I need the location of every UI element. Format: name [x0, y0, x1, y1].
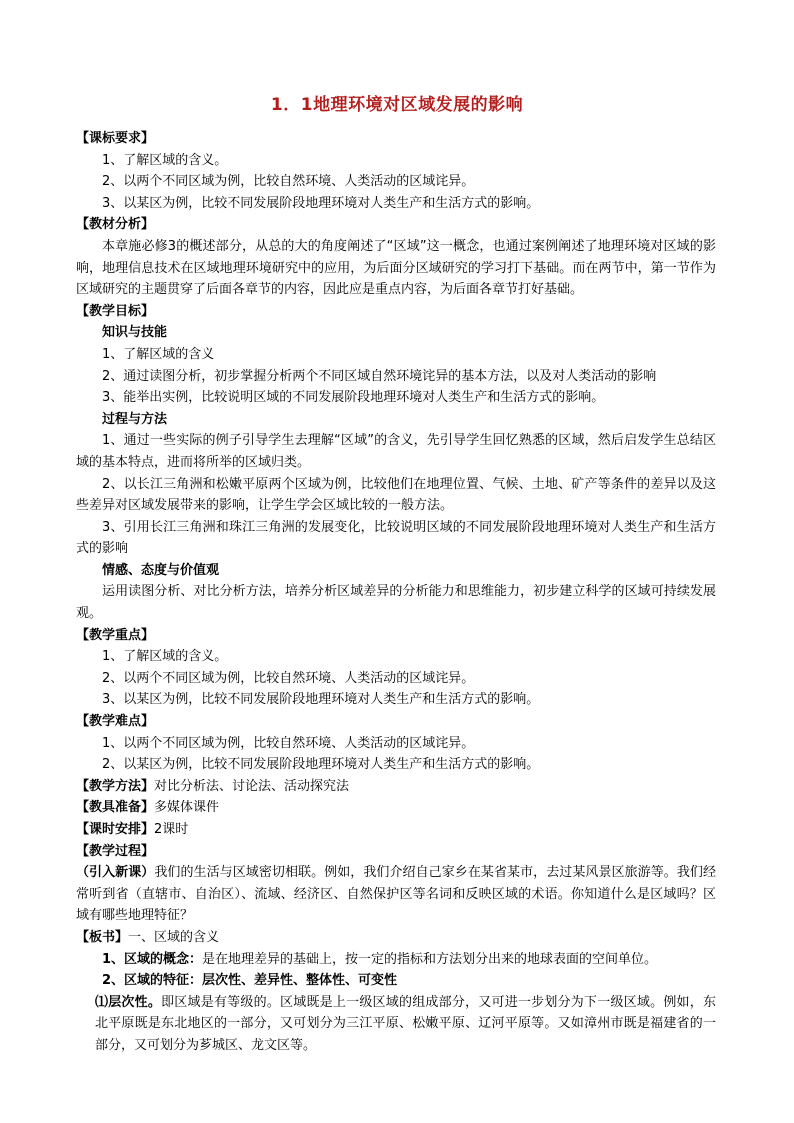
list-item: 3、以某区为例，比较不同发展阶段地理环境对人类生产和生活方式的影响。: [102, 195, 540, 211]
paragraph-textbook-analysis: 本章施必修3的概述部分，从总的大的角度阐述了“区域”这一概念，也通过案例阐述了地理环境对区域的影响，地理信息技术在区域地理环境研究中的应用，为后面分区域研究的学习打下基础。而在两节中，第一节作为区域研究的主题贯穿了后面各章节的内容，因此应是重点内容，为后面各章节打好基础。: [76, 238, 716, 298]
section-heading-board: 【板书】: [76, 929, 129, 945]
document-body: [76, 128, 716, 1057]
intro-tag: （引入新课）: [76, 865, 155, 881]
paragraph-intro: [76, 862, 716, 927]
list-item: 1、了解区域的含义: [102, 346, 215, 362]
list-item: 2、以某区为例，比较不同发展阶段地理环境对人类生产和生活方式的影响。: [102, 757, 540, 773]
list-item: 2、以两个不同区域为例，比较自然环境、人类活动的区域诧异。: [102, 174, 475, 190]
list-item: 1、了解区域的含义。: [102, 649, 228, 665]
list-item: 3、能举出实例，比较说明区域的不同发展阶段地理环境对人类生产和生活方式的影响。: [102, 390, 605, 406]
board-point-2: 2、区域的特征：层次性、差异性、整体性、可变性: [102, 973, 398, 989]
subheading-process: 过程与方法: [102, 411, 168, 427]
board-point-3-label: ⑴层次性。: [95, 994, 162, 1010]
list-item: 3、以某区为例，比较不同发展阶段地理环境对人类生产和生活方式的影响。: [102, 692, 540, 708]
list-item: 1、了解区域的含义。: [102, 152, 228, 168]
class-hours-text: 2课时: [154, 822, 189, 837]
paragraph-values: 运用读图分析、对比分析方法，培养分析区域差异的分析能力和思维能力，初步建立科学的区域可持续发展观。: [76, 584, 716, 622]
section-heading-key-points: 【教学重点】: [76, 627, 155, 643]
section-heading-methods: 【教学方法】: [76, 778, 155, 794]
board-point-1-text: 是在地理差异的基础上，按一定的指标和方法划分出来的地球表面的空间单位。: [202, 951, 658, 967]
list-item: 1、通过一些实际的例子引导学生去理解“区域”的含义，先引导学生回忆熟悉的区域，然后启发学生总结区域的基本特点，进而将所举的区域归类。: [76, 433, 716, 470]
section-heading-hours: 【课时安排】: [76, 822, 155, 837]
list-item: 3、引用长江三角洲和珠江三角洲的发展变化，比较说明区域的不同发展阶段地理环境对人类生产和生活方式的影响: [76, 519, 716, 557]
teaching-methods-row: [76, 776, 716, 798]
teaching-methods-text: 对比分析法、讨论法、活动探究法: [154, 778, 350, 794]
section-heading-goals: 【教学目标】: [76, 303, 155, 319]
section-heading-process: 【教学过程】: [76, 843, 155, 859]
list-item: 1、以两个不同区域为例，比较自然环境、人类活动的区域诧异。: [102, 735, 475, 751]
subheading-knowledge: 知识与技能: [102, 325, 168, 341]
list-item: 2、以两个不同区域为例，比较自然环境、人类活动的区域诧异。: [102, 670, 475, 686]
teaching-aids-text: 多媒体课件: [154, 800, 220, 816]
list-item: 2、通过读图分析，初步掌握分析两个不同区域自然环境诧异的基本方法，以及对人类活动的影响: [102, 368, 657, 384]
class-hours-row: [76, 819, 716, 841]
board-heading-text: 一、区域的含义: [128, 929, 220, 945]
board-point-3-text: 即区域是有等级的。区域既是上一级区域的组成部分，又可进一步划分为下一级区域。例如，东北平原既是东北地区的一部分，又可划分为三江平原、松嫩平原、辽河平原等。又如漳州市既是福建省的一部分，又可划分为芗城区、龙文区等。: [95, 994, 716, 1053]
section-heading-difficulties: 【教学难点】: [76, 714, 155, 730]
board-point-3: [76, 992, 716, 1057]
teaching-aids-row: [76, 797, 716, 819]
board-point-1-label: 1、区域的概念：: [102, 951, 203, 967]
board-point-1: [76, 949, 716, 971]
section-heading-aids: 【教具准备】: [76, 800, 155, 816]
subheading-values: 情感、态度与价值观: [102, 562, 220, 578]
section-heading-curriculum: 【课标要求】: [76, 131, 155, 146]
board-heading-row: [76, 927, 716, 949]
list-item: 2、以长江三角洲和松嫩平原两个区域为例，比较他们在地理位置、气候、土地、矿产等条件的差异以及这些差异对区域发展带来的影响，让学生学会区域比较的一般方法。: [76, 476, 716, 514]
intro-text: 我们的生活与区域密切相联。例如，我们介绍自己家乡在某省某市，去过某风景区旅游等。我们经常听到省（直辖市、自治区）、流域、经济区、自然保护区等名词和反映区域的术语。你知道什么是区域吗？区域有哪些地理特征？: [76, 865, 716, 924]
document-title: 1．1地理环境对区域发展的影响: [270, 95, 524, 115]
section-heading-textbook: 【教材分析】: [76, 217, 155, 233]
